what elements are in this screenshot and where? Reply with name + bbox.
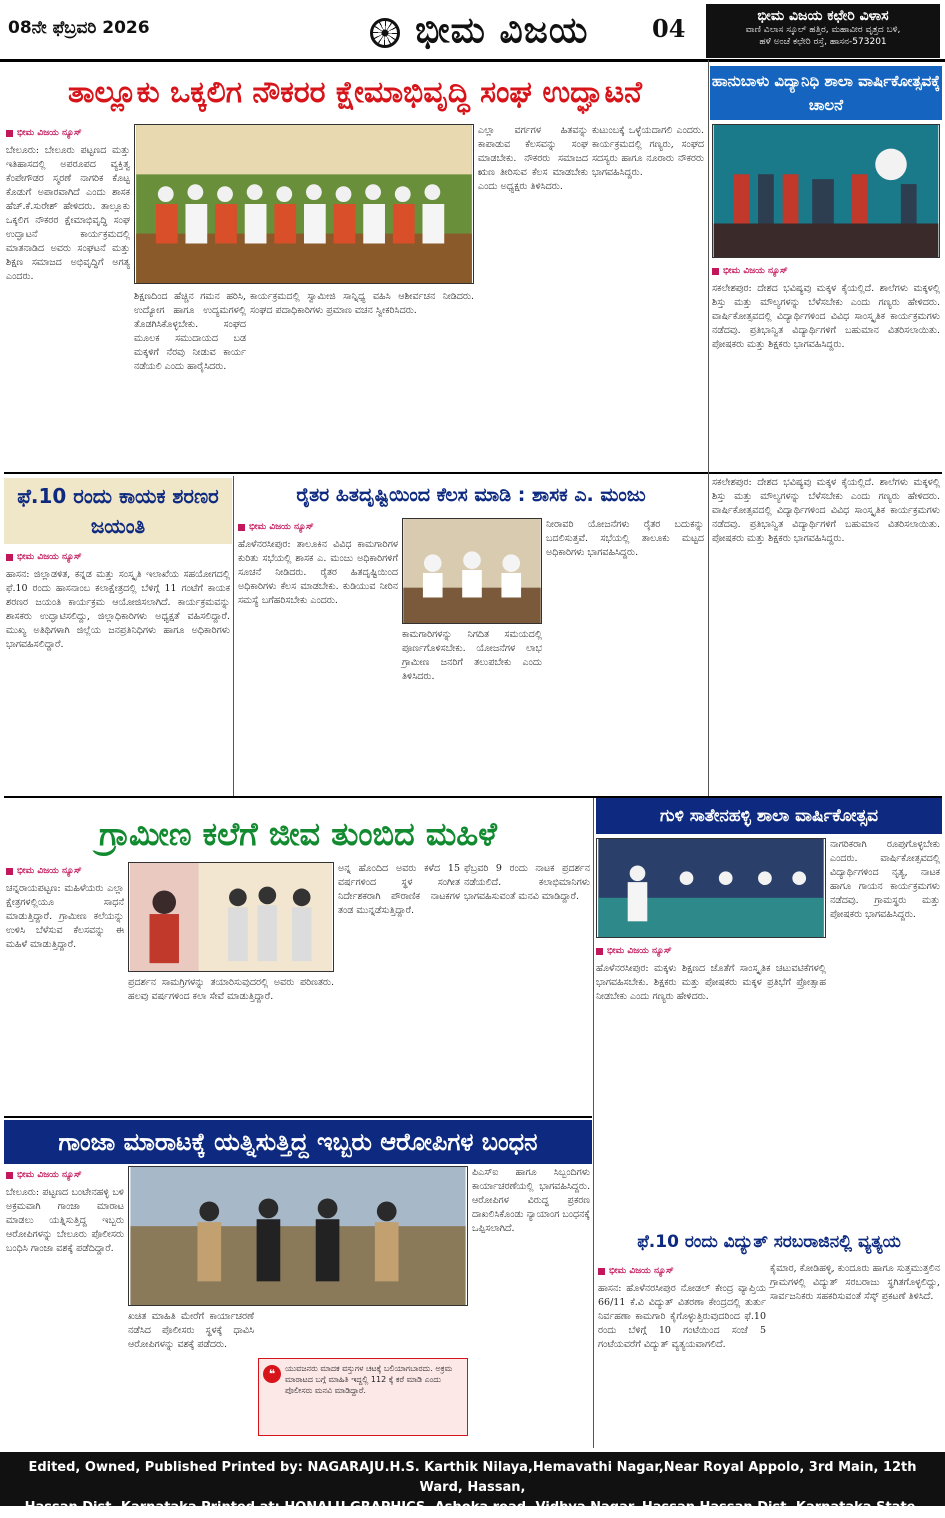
quote-icon: ❝ xyxy=(263,1365,281,1383)
byline xyxy=(6,864,124,878)
ganja-column-2 xyxy=(128,1310,254,1448)
divider xyxy=(593,798,594,1448)
headline-vokkaliga: ತಾಲ್ಲೂಕು ಒಕ್ಕಲಿಗ ನೌಕರರ ಕ್ಷೇಮಾಭಿವೃದ್ಧಿ ಸಂಘ ಉದ್ಘಾಟನೆ xyxy=(4,66,706,120)
vokkaliga-column-1 xyxy=(6,124,130,470)
byline-square-icon xyxy=(6,130,13,137)
office-address-box xyxy=(706,4,940,58)
logo-text: ಭೀಮ ವಿಜಯ xyxy=(415,9,589,51)
byline-square-icon xyxy=(6,1172,13,1179)
byline xyxy=(238,520,398,534)
arrest-photo-illustration xyxy=(129,1167,467,1305)
byline-square-icon xyxy=(238,524,245,531)
photo-vokkaliga-event xyxy=(134,124,474,284)
vokkaliga-column-5 xyxy=(592,124,704,470)
ganja-notice-box xyxy=(258,1358,468,1436)
hanubalu-column xyxy=(712,262,940,470)
hanubalu-continued-text: ಸಕಲೇಶಪುರ: ದೇಶದ ಭವಿಷ್ಯವು ಮಕ್ಕಳ ಕೈಯಲ್ಲಿದೆ. ಶಾಲೆಗಳು ಮಕ್ಕಳಲ್ಲಿ ಶಿಸ್ತು ಮತ್ತು ಮೌಲ್ಯಗಳನ್ನು ಬೆಳೆಸಬೇಕು ಎಂದು ಗಣ್ಯರು ಹೇಳಿದರು. ವಾರ್ಷಿಕೋತ್ಸವದಲ್ಲಿ ವಿದ್ಯಾರ್ಥಿಗಳಿಂದ ವಿವಿಧ ಸಾಂಸ್ಕೃತಿಕ ಕಾರ್ಯಕ್ರಮಗಳು ನಡೆದವು. ಪ್ರತಿಭಾನ್ವಿತ ವಿದ್ಯಾರ್ಥಿಗಳಿಗೆ ಬಹುಮಾನ ವಿತರಿಸಲಾಯಿತು. ಪೋಷಕರು ಮತ್ತು ಶಿಕ್ಷಕರು ಭಾಗವಹಿಸಿದ್ದರು. xyxy=(712,477,940,544)
byline-text: ಭೀಮ ವಿಜಯ ನ್ಯೂಸ್ xyxy=(17,552,82,562)
vokkaliga-text-1: ಬೇಲೂರು: ಬೇಲೂರು ಪಟ್ಟಣದ ಮತ್ತು ಇತಿಹಾಸದಲ್ಲಿ ಅಪರೂಪದ ವ್ಯಕ್ತಿತ್ವ ಕೆಂಪೇಗೌಡರ ಸ್ಮರಣೆ ನಾಗರಿಕ ಕೊಟ್ಟ ಕೊಡುಗೆ ಅಪಾರವಾಗಿದೆ ಎಂದು ಶಾಸಕ ಹೆಚ್.ಕೆ.ಸುರೇಶ್ ಹೇಳಿದರು. ತಾಲ್ಲೂಕು ಒಕ್ಕಲಿಗ ನೌಕರರ ಕ್ಷೇಮಾಭಿವೃದ್ಧಿ ಸಂಘ ಉದ್ಘಾಟನೆ ಕಾರ್ಯಕ್ರಮದಲ್ಲಿ ಮಾತನಾಡಿದ ಅವರು ಸಂಘಟನೆ ಮತ್ತು ಶಿಕ್ಷಣ ಸಮಾಜದ ಅಭಿವೃದ್ಧಿಗೆ ಅಗತ್ಯ ಎಂದರು. xyxy=(6,145,130,282)
hanubalu-continued-column xyxy=(712,476,940,794)
meeting-photo-illustration xyxy=(403,519,541,623)
vokkaliga-column-3 xyxy=(250,290,474,470)
byline xyxy=(596,944,826,958)
headline-farmer: ರೈತರ ಹಿತದೃಷ್ಟಿಯಿಂದ ಕೆಲಸ ಮಾಡಿ : ಶಾಸಕ ಎ. ಮಂಜು xyxy=(296,484,646,506)
photo-ganja-arrest xyxy=(128,1166,468,1306)
ganja-text-2: ಖಚಿತ ಮಾಹಿತಿ ಮೇರೆಗೆ ಕಾರ್ಯಾಚರಣೆ ನಡೆಸಿದ ಪೊಲೀಸರು ಸ್ಥಳಕ್ಕೆ ಧಾವಿಸಿ ಆರೋಪಿಗಳನ್ನು ವಶಕ್ಕೆ ಪಡೆದರು. xyxy=(128,1311,254,1350)
byline xyxy=(6,550,230,564)
photo-hanubalu-stage xyxy=(712,124,940,258)
ganja-text-4: ಪಿಎಸ್ಐ ಹಾಗೂ ಸಿಬ್ಬಂದಿಗಳು ಕಾರ್ಯಾಚರಣೆಯಲ್ಲಿ ಭಾಗವಹಿಸಿದ್ದರು. ಆರೋಪಿಗಳ ವಿರುದ್ಧ ಪ್ರಕರಣ ದಾಖಲಿಸಿಕೊಂಡು ನ್ಯಾಯಾಂಗ ಬಂಧನಕ್ಕೆ ಒಪ್ಪಿಸಲಾಗಿದೆ. xyxy=(472,1167,590,1234)
vokkaliga-column-4 xyxy=(478,124,588,470)
logo-wheel-icon xyxy=(370,18,400,48)
page-number: 04 xyxy=(652,14,686,43)
farmer-column-3 xyxy=(546,518,704,794)
guli-column-2 xyxy=(830,838,940,1220)
kayaka-column xyxy=(6,548,230,794)
vokkaliga-text-4: ಎಲ್ಲಾ ವರ್ಗಗಳ ಹಿತವನ್ನು ಕಾಪಾಡುವ ಕೆಲಸವನ್ನು ಸಂಘ ಮಾಡಬೇಕು. ನೌಕರರು ಸಮಾಜದ ಋಣ ತೀರಿಸುವ ಕೆಲಸ ಮಾಡಬೇಕು ಎಂದು ಅಧ್ಯಕ್ಷರು ತಿಳಿಸಿದರು. xyxy=(478,125,588,192)
woman-column-1 xyxy=(6,862,124,1112)
byline-text: ಭೀಮ ವಿಜಯ ನ್ಯೂಸ್ xyxy=(17,866,82,876)
power-text-1: ಹಾಸನ: ಹೊಳೆನರಸೀಪುರ ನೋಡಲ್ ಕೇಂದ್ರ ವ್ಯಾಪ್ತಿಯ 66/11 ಕೆ.ವಿ ವಿದ್ಯುತ್ ವಿತರಣಾ ಕೇಂದ್ರದಲ್ಲಿ ತುರ್ತು ನಿರ್ವಹಣಾ ಕಾಮಗಾರಿ ಕೈಗೊಳ್ಳುತ್ತಿರುವುದರಿಂದ ಫೆ.10 ರಂದು ಬೆಳಿಗ್ಗೆ 10 ಗಂಟೆಯಿಂದ ಸಂಜೆ 5 ಗಂಟೆಯವರೆಗೆ ವಿದ್ಯುತ್ ವ್ಯತ್ಯಯವಾಗಲಿದೆ. xyxy=(598,1283,766,1350)
imprint-line-2: Hassan Dist. Karnataka Printed at: HONALU GRAPHICS, Ashoka road, Vidhya Nagar, Hassan Hassan Dist. Karnataka State. xyxy=(24,1500,921,1515)
stage-photo-illustration xyxy=(713,125,939,257)
power-text-2: ಕೈಮಾರ, ಕೋಡಿಹಳ್ಳಿ, ಕುಂದೂರು ಹಾಗೂ ಸುತ್ತಮುತ್ತಲಿನ ಗ್ರಾಮಗಳಲ್ಲಿ ವಿದ್ಯುತ್ ಸರಬರಾಜು ಸ್ಥಗಿತಗೊಳ್ಳಲಿದ್ದು, ಸಾರ್ವಜನಿಕರು ಸಹಕರಿಸುವಂತೆ ಸೆಸ್ಕ್ ಪ್ರಕಟಣೆ ತಿಳಿಸಿದೆ. xyxy=(770,1263,940,1302)
office-address-line-1: ವಾಣಿ ವಿಲಾಸ ಸ್ಕೂಲ್ ಹತ್ತಿರ, ಮಹಾವೀರ ವೃತ್ತದ ಬಳಿ, xyxy=(745,25,901,35)
farmer-column-2 xyxy=(402,628,542,794)
photo-guli-stage xyxy=(596,838,826,938)
guli-column-1 xyxy=(596,942,826,1220)
byline xyxy=(6,1168,124,1182)
vokkaliga-text-2: ಶಿಕ್ಷಣದಿಂದ ಹೆಚ್ಚಿನ ಗಮನ ಹರಿಸಿ, ಉದ್ಯೋಗ ಹಾಗೂ ಉದ್ಯಮಗಳಲ್ಲಿ ತೊಡಗಿಸಿಕೊಳ್ಳಬೇಕು. ಸಂಘದ ಮೂಲಕ ಸಮುದಾಯದ ಬಡ ಮಕ್ಕಳಿಗೆ ನೆರವು ನೀಡುವ ಕಾರ್ಯ ನಡೆಯಲಿ ಎಂದು ಹಾರೈಸಿದರು. xyxy=(134,291,246,372)
imprint-footer xyxy=(0,1452,945,1515)
woman-text-1: ಚನ್ನರಾಯಪಟ್ಟಣ: ಮಹಿಳೆಯರು ಎಲ್ಲಾ ಕ್ಷೇತ್ರಗಳಲ್ಲಿಯೂ ಸಾಧನೆ ಮಾಡುತ್ತಿದ್ದಾರೆ. ಗ್ರಾಮೀಣ ಕಲೆಯನ್ನು ಉಳಿಸಿ ಬೆಳೆಸುವ ಕೆಲಸವನ್ನು ಈ ಮಹಿಳೆ ಮಾಡುತ್ತಿದ್ದಾರೆ. xyxy=(6,883,124,950)
photo-woman-artist xyxy=(128,862,334,972)
ganja-column-1 xyxy=(6,1166,124,1448)
masthead xyxy=(0,0,945,62)
woman-column-2 xyxy=(128,976,334,1112)
headline-power: ಫೆ.10 ರಂದು ವಿದ್ಯುತ್ ಸರಬರಾಜಿನಲ್ಲಿ ವ್ಯತ್ಯಯ xyxy=(637,1232,901,1252)
byline xyxy=(712,264,940,278)
byline-text: ಭೀಮ ವಿಜಯ ನ್ಯೂಸ್ xyxy=(17,1170,82,1180)
byline-text: ಭೀಮ ವಿಜಯ ನ್ಯೂಸ್ xyxy=(249,522,314,532)
divider xyxy=(4,1116,592,1118)
byline-text: ಭೀಮ ವಿಜಯ ನ್ಯೂಸ್ xyxy=(607,946,672,956)
hanubalu-text: ಸಕಲೇಶಪುರ: ದೇಶದ ಭವಿಷ್ಯವು ಮಕ್ಕಳ ಕೈಯಲ್ಲಿದೆ. ಶಾಲೆಗಳು ಮಕ್ಕಳಲ್ಲಿ ಶಿಸ್ತು ಮತ್ತು ಮೌಲ್ಯಗಳನ್ನು ಬೆಳೆಸಬೇಕು ಎಂದು ಗಣ್ಯರು ಹೇಳಿದರು. ವಾರ್ಷಿಕೋತ್ಸವದಲ್ಲಿ ವಿದ್ಯಾರ್ಥಿಗಳಿಂದ ವಿವಿಧ ಸಾಂಸ್ಕೃತಿಕ ಕಾರ್ಯಕ್ರಮಗಳು ನಡೆದವು. ಪ್ರತಿಭಾನ್ವಿತ ವಿದ್ಯಾರ್ಥಿಗಳಿಗೆ ಬಹುಮಾನ ವಿತರಿಸಲಾಯಿತು. ಪೋಷಕರು ಮತ್ತು ಶಿಕ್ಷಕರು ಭಾಗವಹಿಸಿದ್ದರು. xyxy=(712,283,940,350)
byline-square-icon xyxy=(6,554,13,561)
vokkaliga-text-3: ಕಾರ್ಯಕ್ರಮದಲ್ಲಿ ಸ್ವಾಮೀಜಿ ಸಾನ್ನಿಧ್ಯ ವಹಿಸಿ ಆಶೀರ್ವಚನ ನೀಡಿದರು. ಸಂಘದ ಪದಾಧಿಕಾರಿಗಳು ಪ್ರಮಾಣ ವಚನ ಸ್ವೀಕರಿಸಿದರು. xyxy=(250,291,474,316)
headline-kayaka: ಫೆ.10 ರಂದು ಕಾಯಕ ಶರಣರ ಜಯಂತಿ xyxy=(4,478,232,544)
headline-hanubalu: ಹಾನುಬಾಳು ವಿದ್ಯಾನಿಧಿ ಶಾಲಾ ವಾರ್ಷಿಕೋತ್ಸವಕ್ಕೆ ಚಾಲನೆ xyxy=(710,66,942,120)
woman-text-4: ಫೆಬ್ರವರಿ 9 ರಂದು ನಾಟಕ ಪ್ರದರ್ಶನ ನಡೆಯಲಿದೆ. ಕಲಾಭಿಮಾನಿಗಳು ಭಾಗವಹಿಸುವಂತೆ ಮನವಿ ಮಾಡಿದ್ದಾರೆ. xyxy=(464,863,590,902)
issue-date: 08ನೇ ಫೆಬ್ರವರಿ 2026 xyxy=(8,18,150,38)
byline-square-icon xyxy=(6,868,13,875)
power-column-1 xyxy=(598,1262,766,1448)
woman-column-4 xyxy=(464,862,590,1112)
photo-farmer-meeting xyxy=(402,518,542,624)
divider xyxy=(233,476,234,796)
kayaka-text: ಹಾಸನ: ಜಿಲ್ಲಾಡಳಿತ, ಕನ್ನಡ ಮತ್ತು ಸಂಸ್ಕೃತಿ ಇಲಾಖೆಯ ಸಹಯೋಗದಲ್ಲಿ ಫೆ.10 ರಂದು ಹಾಸನಾಂಬ ಕಲಾಕ್ಷೇತ್ರದಲ್ಲಿ ಬೆಳಿಗ್ಗೆ 11 ಗಂಟೆಗೆ ಕಾಯಕ ಶರಣರ ಜಯಂತಿ ಕಾರ್ಯಕ್ರಮ ಆಯೋಜಿಸಲಾಗಿದೆ. ಕಾರ್ಯಕ್ರಮವನ್ನು ಶಾಸಕರು ಉದ್ಘಾಟಿಸಲಿದ್ದು, ಜಿಲ್ಲಾಧಿಕಾರಿಗಳು ಅಧ್ಯಕ್ಷತೆ ವಹಿಸಲಿದ್ದಾರೆ. ಮುಖ್ಯ ಅತಿಥಿಗಳಾಗಿ ಜಿಲ್ಲೆಯ ಜನಪ್ರತಿನಿಧಿಗಳು ಹಾಗೂ ಅಧಿಕಾರಿಗಳು ಭಾಗವಹಿಸಲಿದ್ದಾರೆ. xyxy=(6,569,230,650)
farmer-text-3: ನೀರಾವರಿ ಯೋಜನೆಗಳು ರೈತರ ಬದುಕನ್ನು ಬದಲಿಸುತ್ತವೆ. ಸಭೆಯಲ್ಲಿ ತಾಲೂಕು ಮಟ್ಟದ ಅಧಿಕಾರಿಗಳು ಭಾಗವಹಿಸಿದ್ದರು. xyxy=(546,519,704,558)
farmer-text-1: ಹೊಳೆನರಸೀಪುರ: ತಾಲೂಕಿನ ವಿವಿಧ ಕಾಮಗಾರಿಗಳ ಕುರಿತು ಸಭೆಯಲ್ಲಿ ಶಾಸಕ ಎ. ಮಂಜು ಅಧಿಕಾರಿಗಳಿಗೆ ಸೂಚನೆ ನೀಡಿದರು. ರೈತರ ಹಿತದೃಷ್ಟಿಯಿಂದ ಅಧಿಕಾರಿಗಳು ಕೆಲಸ ಮಾಡಬೇಕು. ಕುಡಿಯುವ ನೀರಿನ ಸಮಸ್ಯೆ ಬಗೆಹರಿಸಬೇಕು ಎಂದರು. xyxy=(238,539,398,606)
office-address-line-2: ಹಳೆ ಅಂಚೆ ಕಛೇರಿ ರಸ್ತೆ, ಹಾಸನ-573201 xyxy=(759,37,887,47)
divider xyxy=(4,472,942,474)
vokkaliga-text-5: ಕುಟುಂಬಕ್ಕೆ ಒಳ್ಳೆಯದಾಗಲಿ ಎಂದರು. ಕಾರ್ಯಕ್ರಮದಲ್ಲಿ ಗಣ್ಯರು, ಸಂಘದ ಸದಸ್ಯರು ಹಾಗೂ ನೂರಾರು ನೌಕರರು ಭಾಗವಹಿಸಿದ್ದರು. xyxy=(592,125,704,178)
imprint-line-1: Edited, Owned, Published Printed by: NAGARAJU.H.S. Karthik Nilaya,Hemavathi Nagar,Near Royal Appolo, 3rd Main, 12th Ward, Hassan, xyxy=(28,1460,917,1495)
headline-woman: ಗ್ರಾಮೀಣ ಕಲೆಗೆ ಜೀವ ತುಂಬಿದ ಮಹಿಳೆ xyxy=(99,815,497,853)
byline-square-icon xyxy=(712,268,719,275)
byline-text: ಭೀಮ ವಿಜಯ ನ್ಯೂಸ್ xyxy=(723,266,788,276)
byline-square-icon xyxy=(596,948,603,955)
byline-text: ಭೀಮ ವಿಜಯ ನ್ಯೂಸ್ xyxy=(609,1266,674,1276)
vokkaliga-column-2 xyxy=(134,290,246,470)
divider xyxy=(708,60,709,796)
byline xyxy=(6,126,130,140)
woman-column-3 xyxy=(338,862,460,1112)
farmer-text-2: ಕಾಮಗಾರಿಗಳನ್ನು ನಿಗದಿತ ಸಮಯದಲ್ಲಿ ಪೂರ್ಣಗೊಳಿಸಬೇಕು. ಯೋಜನೆಗಳ ಲಾಭ ಗ್ರಾಮೀಣ ಜನರಿಗೆ ತಲುಪಬೇಕು ಎಂದು ತಿಳಿಸಿದರು. xyxy=(402,629,542,682)
ganja-text-1: ಬೇಲೂರು: ಪಟ್ಟಣದ ಬಂಟೇನಹಳ್ಳಿ ಬಳಿ ಅಕ್ರಮವಾಗಿ ಗಾಂಜಾ ಮಾರಾಟ ಮಾಡಲು ಯತ್ನಿಸುತ್ತಿದ್ದ ಇಬ್ಬರು ಆರೋಪಿಗಳನ್ನು ಬೇಲೂರು ಪೊಲೀಸರು ಬಂಧಿಸಿ ಗಾಂಜಾ ವಶಕ್ಕೆ ಪಡೆದಿದ್ದಾರೆ. xyxy=(6,1187,124,1254)
farmer-column-1 xyxy=(238,518,398,794)
guli-text-2: ನಾಗರಿಕರಾಗಿ ರೂಪುಗೊಳ್ಳಬೇಕು ಎಂದರು. ವಾರ್ಷಿಕೋತ್ಸವದಲ್ಲಿ ವಿದ್ಯಾರ್ಥಿಗಳಿಂದ ನೃತ್ಯ, ನಾಟಕ ಹಾಗೂ ಗಾಯನ ಕಾರ್ಯಕ್ರಮಗಳು ನಡೆದವು. ಗ್ರಾಮಸ್ಥರು ಮತ್ತು ಪೋಷಕರು ಭಾಗವಹಿಸಿದ್ದರು. xyxy=(830,839,940,920)
headline-guli: ಗುಳಿ ಸಾತೇನಹಳ್ಳಿ ಶಾಲಾ ವಾರ್ಷಿಕೋತ್ಸವ xyxy=(596,798,942,834)
newspaper-logo xyxy=(318,4,638,56)
byline-text: ಭೀಮ ವಿಜಯ ನ್ಯೂಸ್ xyxy=(17,128,82,138)
power-column-2 xyxy=(770,1262,940,1448)
ganja-column-4 xyxy=(472,1166,590,1448)
group-photo-illustration xyxy=(135,125,473,283)
artist-photo-illustration xyxy=(129,863,333,971)
ganja-caption: ಯುವಜನರು ಮಾದಕ ವಸ್ತುಗಳ ಚಟಕ್ಕೆ ಬಲಿಯಾಗಬಾರದು. ಅಕ್ರಮ ಮಾರಾಟದ ಬಗ್ಗೆ ಮಾಹಿತಿ ಇದ್ದಲ್ಲಿ 112 ಕ್ಕೆ ಕರೆ ಮಾಡಿ ಎಂದು ಪೊಲೀಸರು ಮನವಿ ಮಾಡಿದ್ದಾರೆ. xyxy=(285,1364,453,1395)
guli-text-1: ಹೊಳೆನರಸೀಪುರ: ಮಕ್ಕಳು ಶಿಕ್ಷಣದ ಜೊತೆಗೆ ಸಾಂಸ್ಕೃತಿಕ ಚಟುವಟಿಕೆಗಳಲ್ಲಿ ಭಾಗವಹಿಸಬೇಕು. ಶಿಕ್ಷಕರು ಮತ್ತು ಪೋಷಕರು ಮಕ್ಕಳ ಪ್ರತಿಭೆಗೆ ಪ್ರೋತ್ಸಾಹ ನೀಡಬೇಕು ಎಂದು ಗಣ್ಯರು ಹೇಳಿದರು. xyxy=(596,963,826,1002)
school-stage-illustration xyxy=(597,839,825,937)
woman-text-2: ಪ್ರದರ್ಶನ ಸಾಮಗ್ರಿಗಳನ್ನು ತಯಾರಿಸುವುದರಲ್ಲಿ ಅವರು ಪರಿಣತರು. ಹಲವು ವರ್ಷಗಳಿಂದ ಕಲಾ ಸೇವೆ ಮಾಡುತ್ತಿದ್ದಾರೆ. xyxy=(128,977,334,1002)
office-title: ಭೀಮ ವಿಜಯ ಕಛೇರಿ ವಿಳಾಸ xyxy=(757,8,889,24)
byline xyxy=(598,1264,766,1278)
byline-square-icon xyxy=(598,1268,605,1275)
headline-ganja: ಗಾಂಜಾ ಮಾರಾಟಕ್ಕೆ ಯತ್ನಿಸುತ್ತಿದ್ದ ಇಬ್ಬರು ಆರೋಪಿಗಳ ಬಂಧನ xyxy=(4,1120,592,1164)
woman-text-3: ಅನ್ನ ಹೊಂದಿದ ಅವರು ಕಳೆದ 15 ವರ್ಷಗಳಿಂದ ಸ್ಥಳ ಸಂಗೀತ ನಿರ್ದೇಶಕರಾಗಿ ಪೌರಾಣಿಕ ನಾಟಕಗಳ ತಂಡ ಮುನ್ನಡೆಸುತ್ತಿದ್ದಾರೆ. xyxy=(338,863,460,916)
